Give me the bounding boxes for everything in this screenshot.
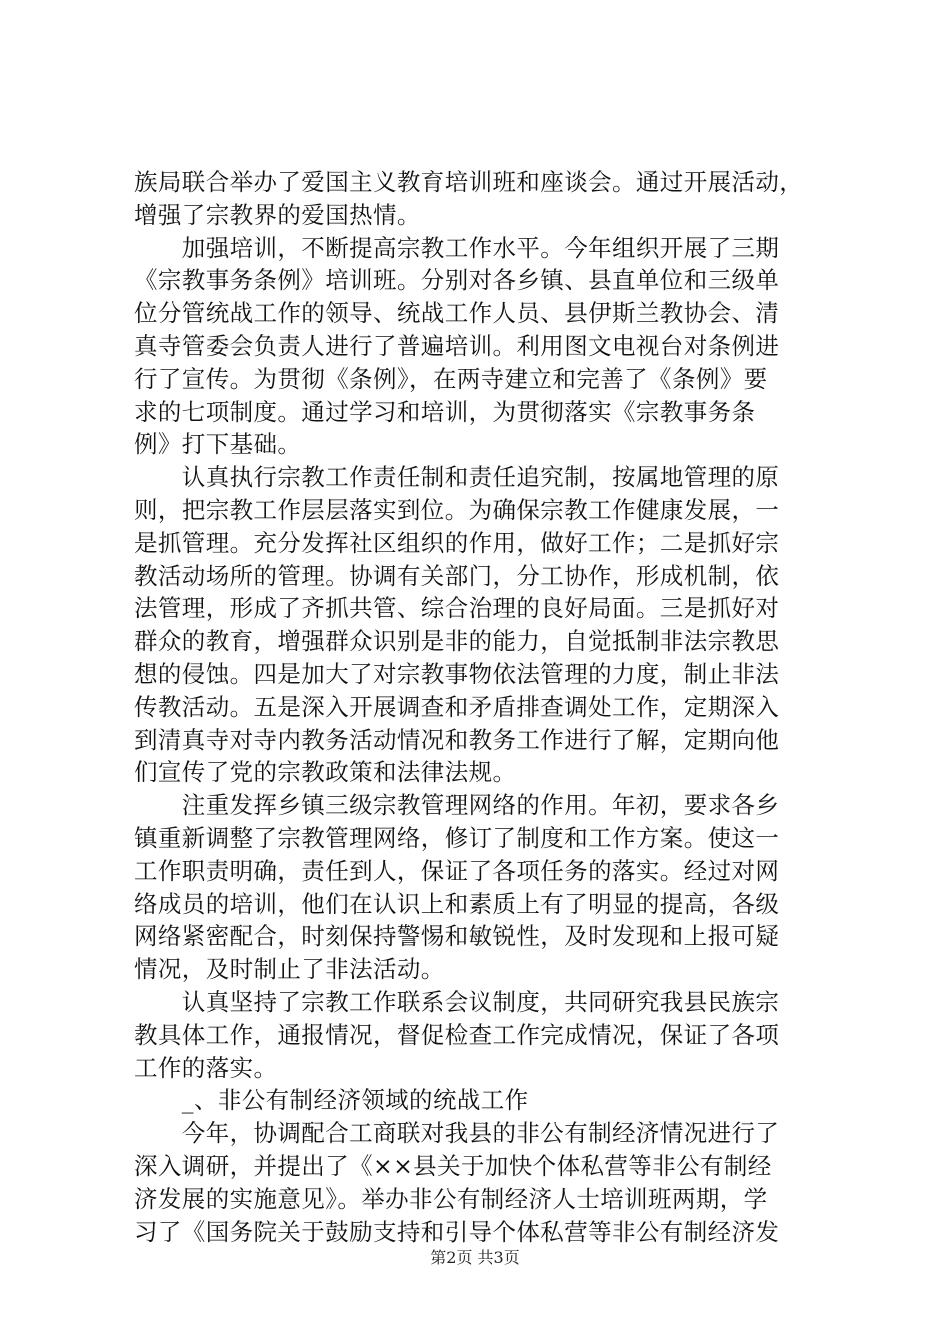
text-line: 《宗教事务条例》培训班。分别对各乡镇、县直单位和三级单 <box>134 266 780 295</box>
text-line: 习了《国务院关于鼓励支持和引导个体私营等非公有制经济发 <box>134 1217 780 1246</box>
text-line: 工作职责明确，责任到人，保证了各项任务的落实。经过对网 <box>134 856 780 885</box>
text-line: 是抓管理。充分发挥社区组织的作用，做好工作；二是抓好宗 <box>134 528 780 557</box>
text-line: 们宣传了党的宗教政策和法律法规。 <box>134 758 517 787</box>
text-line: 今年，协调配合工商联对我县的非公有制经济情况进行了 <box>134 1119 780 1148</box>
text-line: 则，把宗教工作层层落实到位。为确保宗教工作健康发展，一 <box>134 495 780 524</box>
text-line: 族局联合举办了爱国主义教育培训班和座谈会。通过开展活动， <box>134 168 804 196</box>
text-line: 行了宣传。为贯彻《条例》，在两寺建立和完善了《条例》要 <box>134 364 768 393</box>
text-line: 位分管统战工作的领导、统战工作人员、县伊斯兰教协会、清 <box>134 299 780 328</box>
text-line: 教活动场所的管理。协调有关部门，分工协作，形成机制，依 <box>134 561 780 590</box>
text-line: 情况，及时制止了非法活动。 <box>134 955 445 984</box>
text-line: 到清真寺对寺内教务活动情况和教务工作进行了解，定期向他 <box>134 725 780 754</box>
text-line: 认真坚持了宗教工作联系会议制度，共同研究我县民族宗 <box>134 987 780 1016</box>
text-line: 增强了宗教界的爱国热情。 <box>134 200 421 229</box>
section-heading: _、非公有制经济领域的统战工作 <box>134 1086 529 1115</box>
page-number: 第2页 共3页 <box>430 1248 520 1267</box>
text-line: 济发展的实施意见》。举办非公有制经济人士培训班两期，学 <box>134 1184 768 1213</box>
text-line: 网络紧密配合，时刻保持警惕和敏锐性，及时发现和上报可疑 <box>134 922 780 951</box>
text-line: 镇重新调整了宗教管理网络，修订了制度和工作方案。使这一 <box>134 823 780 852</box>
text-line: 教具体工作，通报情况，督促检查工作完成情况，保证了各项 <box>134 1020 780 1049</box>
text-line: 认真执行宗教工作责任制和责任追究制，按属地管理的原 <box>134 463 780 492</box>
text-line: 例》打下基础。 <box>134 430 302 459</box>
page-footer <box>0 1245 950 1268</box>
text-line: 法管理，形成了齐抓共管、综合治理的良好局面。三是抓好对 <box>134 594 780 623</box>
text-line: 深入调研，并提出了《××县关于加快个体私营等非公有制经 <box>134 1151 772 1180</box>
text-line: 络成员的培训，他们在认识上和素质上有了明显的提高，各级 <box>134 889 780 918</box>
body-text <box>134 166 834 1248</box>
text-line: 想的侵蚀。四是加大了对宗教事物依法管理的力度，制止非法 <box>134 659 780 688</box>
text-line: 传教活动。五是深入开展调查和矛盾排查调处工作，定期深入 <box>134 692 780 721</box>
text-line: 加强培训，不断提高宗教工作水平。今年组织开展了三期 <box>134 233 780 262</box>
text-line: 工作的落实。 <box>134 1053 278 1082</box>
text-line: 求的七项制度。通过学习和培训，为贯彻落实《宗教事务条 <box>134 397 756 426</box>
text-line: 群众的教育，增强群众识别是非的能力，自觉抵制非法宗教思 <box>134 627 780 656</box>
text-line: 真寺管委会负责人进行了普遍培训。利用图文电视台对条例进 <box>134 331 780 360</box>
text-line: 注重发挥乡镇三级宗教管理网络的作用。年初，要求各乡 <box>134 791 780 820</box>
